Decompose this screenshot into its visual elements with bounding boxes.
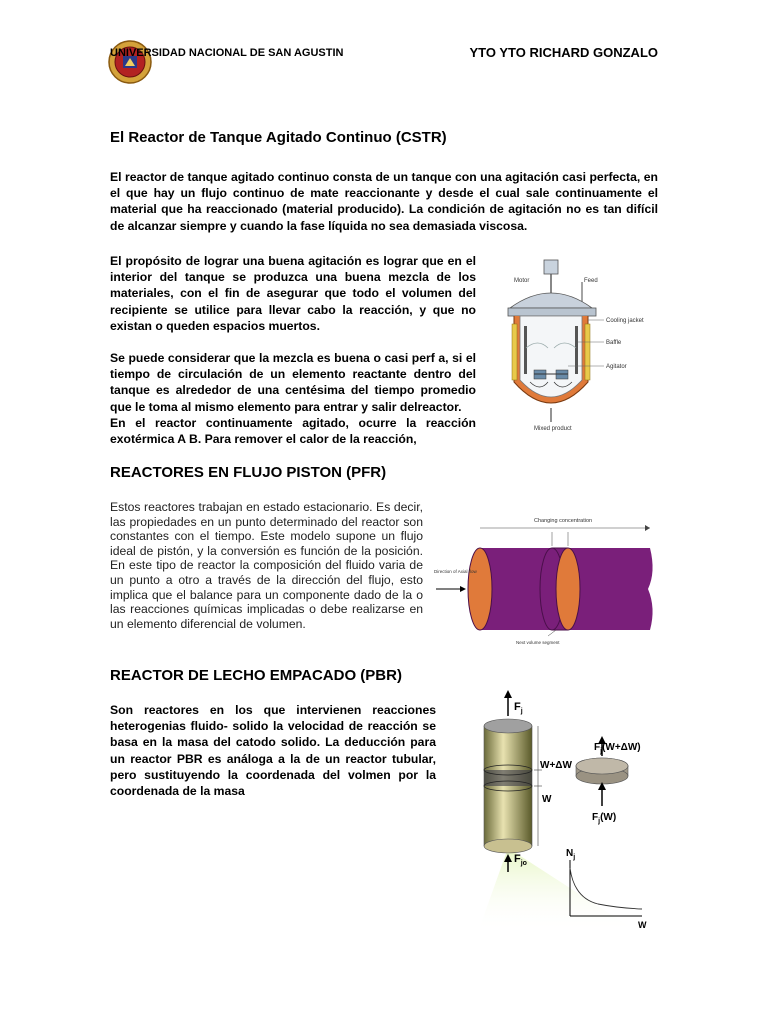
- pfr-paragraph: Estos reactores trabajan en estado estacionario. Es decir, las propiedades en un punto determinado del reactor son constantes con el tiempo. Este modelo supone un flujo ideal de pistón, y la conversión es función de la posición. En este tipo de reactor la composición del fluido varia de un punto a otro a través de la dirección del flujo, esto implica que el balance para un componente dado de la o las reacciones químicas implicadas o debe realizarse en un elemento diferencial de volumen.: [110, 500, 423, 631]
- label-next-volume: Next volume segment: [516, 640, 560, 645]
- label-fj-w: $F_j(W)$: [592, 812, 617, 825]
- cstr-paragraph-4: En el reactor continuamente agitado, ocurre la reacción exotérmica A B. Para remover el calor de la reacción,: [110, 416, 476, 447]
- label-motor: Motor: [514, 278, 530, 284]
- label-w-dw: W+ΔW: [540, 760, 572, 771]
- label-baffle: Baffle: [606, 340, 622, 346]
- cstr-paragraph-3: Se puede considerar que la mezcla es buena o casi perf a, si el tiempo de circulación de un elemento reactante dentro del tanque es alrededor de una centésima del tiempo promedio que le toma al mismo elemento para entrar y salir delreactor.: [110, 351, 476, 414]
- pfr-title: REACTORES EN FLUJO PISTON (PFR): [110, 464, 387, 481]
- label-fj-w-dw: $F_j(W+\Delta W)$: [594, 742, 641, 755]
- pbr-title: REACTOR DE LECHO EMPACADO (PBR): [110, 667, 402, 684]
- label-changing-concentration: Changing concentration: [534, 518, 593, 524]
- label-feed: Feed: [584, 278, 598, 284]
- label-direction-flow: Direction of Axial flow: [434, 569, 477, 574]
- cstr-diagram: [490, 252, 658, 442]
- label-w: W: [542, 794, 552, 805]
- label-agitator: Agitator: [606, 364, 627, 370]
- cstr-paragraph-1: El reactor de tanque agitado continuo consta de un tanque con una agitación casi perfecta, en el que hay un flujo continuo de mate reaccionante y desde el cual sale continuamente el material que ha reaccionado (material producido). La condición de agitación no es tan difícil de alcanzar siempre y cuando la fase líquida no sea demasiada viscosa.: [110, 170, 658, 233]
- label-w-axis: W: [638, 920, 647, 930]
- label-nj: $N_j$: [566, 848, 576, 861]
- label-mixed-product: Mixed product: [534, 426, 572, 432]
- label-fjo: $F_{jo}$: [514, 853, 527, 867]
- label-fj: $F_j$: [514, 701, 523, 715]
- cstr-title: El Reactor de Tanque Agitado Continuo (CSTR): [110, 129, 447, 146]
- motor-icon: [544, 260, 558, 274]
- pbr-diagram: [478, 688, 660, 932]
- pfr-diagram: [434, 512, 660, 646]
- header-university: UNIVERSIDAD NACIONAL DE SAN AGUSTIN: [110, 47, 344, 59]
- label-cooling-jacket: Cooling jacket: [606, 318, 644, 324]
- header-author: YTO YTO RICHARD GONZALO: [469, 45, 658, 60]
- pbr-paragraph: Son reactores en los que intervienen reacciones heterogenias fluido- solido la velocidad de reacción se basa en la masa del catodo solido. La deducción para un reactor PBR es análoga a la de un reactor tubular, pero sustituyendo la coordenada del volmen por la coordenada de la masa: [110, 703, 436, 799]
- cstr-paragraph-2: El propósito de lograr una buena agitación es lograr que en el interior del tanque se produzca una buena mezcla de los materiales, con el fin de asegurar que todo el volumen del recipiente se utilice para llevar cabo la reacción, y que no existan o queden espacios muertos.: [110, 254, 476, 333]
